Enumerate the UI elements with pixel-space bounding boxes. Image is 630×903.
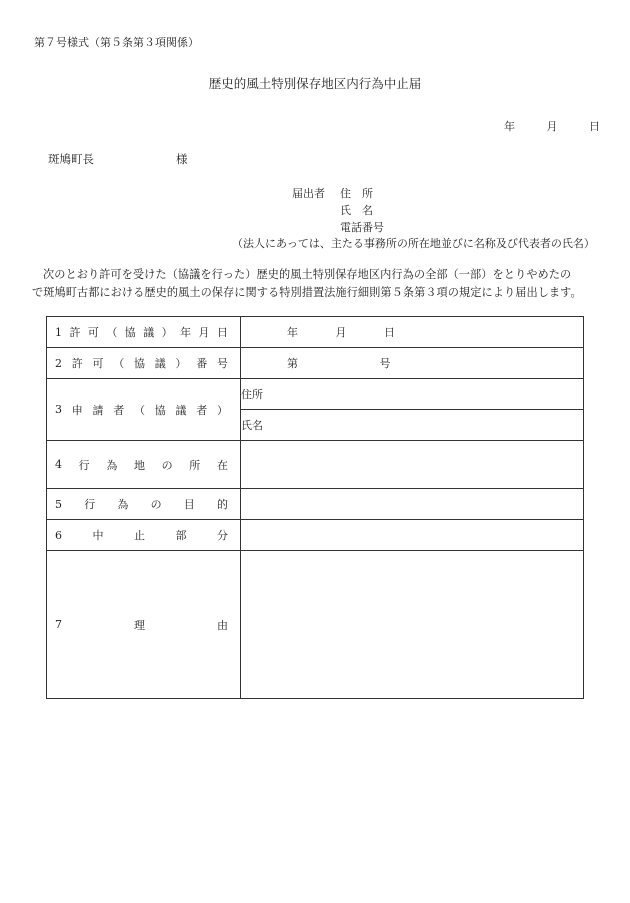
field-cancelled-part[interactable] bbox=[241, 520, 584, 551]
field-action-purpose[interactable] bbox=[241, 489, 584, 520]
label-cancelled-part: 6 中 止 部 分 bbox=[47, 520, 241, 551]
label-permit-date: 1 許 可 （ 協 議 ） 年 月 日 bbox=[47, 317, 241, 348]
row-action-location bbox=[47, 441, 584, 489]
field-applicant-name[interactable] bbox=[241, 410, 584, 441]
document-title: 歴史的風土特別保存地区内行為中止届 bbox=[208, 76, 422, 91]
applicant-address-label: 住 所 bbox=[340, 187, 373, 200]
applicant-label: 届出者 bbox=[292, 187, 325, 200]
body-line-1: 次のとおり許可を受けた（協議を行った）歴史的風土特別保存地区内行為の全部（一部）をとりやめたの bbox=[43, 268, 572, 281]
submission-date bbox=[504, 118, 600, 134]
field-permit-number[interactable] bbox=[241, 348, 584, 379]
permit-day-label: 日 bbox=[384, 326, 395, 339]
applicant-name-label: 氏 名 bbox=[340, 204, 373, 217]
addressee-name: 斑鳩町長 bbox=[48, 152, 94, 166]
form-code: 第７号様式（第５条第３項関係） bbox=[34, 36, 199, 49]
permit-year-label: 年 bbox=[287, 326, 298, 339]
applicant-address-sublabel: 住所 bbox=[241, 388, 263, 401]
field-permit-date[interactable] bbox=[241, 317, 584, 348]
form-table bbox=[46, 316, 584, 699]
label-permit-number: 2 許 可 （ 協 議 ） 番 号 bbox=[47, 348, 241, 379]
body-line-2: で斑鳩町古都における歴史的風土の保存に関する特別措置法施行細則第５条第３項の規定により届出します。 bbox=[32, 286, 582, 299]
body-text bbox=[32, 266, 612, 302]
permit-number-prefix: 第 bbox=[287, 357, 298, 370]
label-reason: 7 理 由 bbox=[47, 551, 241, 699]
field-applicant-address[interactable] bbox=[241, 379, 584, 410]
field-reason[interactable] bbox=[241, 551, 584, 699]
row-permit-date bbox=[47, 317, 584, 348]
applicant-name-sublabel: 氏名 bbox=[241, 419, 263, 432]
field-action-location[interactable] bbox=[241, 441, 584, 489]
label-applicant: 3 申 請 者 （ 協 議 者 ） bbox=[47, 379, 241, 441]
month-label: 月 bbox=[546, 120, 558, 133]
applicant-note: （法人にあっては、主たる事務所の所在地並びに名称及び代表者の氏名） bbox=[232, 237, 595, 250]
label-action-location: 4 行 為 地 の 所 在 bbox=[47, 441, 241, 489]
row-applicant-address bbox=[47, 379, 584, 410]
label-action-purpose: 5 行 為 の 目 的 bbox=[47, 489, 241, 520]
row-reason bbox=[47, 551, 584, 699]
row-permit-number bbox=[47, 348, 584, 379]
day-label: 日 bbox=[589, 120, 600, 133]
addressee bbox=[48, 151, 188, 167]
row-cancelled-part bbox=[47, 520, 584, 551]
permit-month-label: 月 bbox=[335, 326, 347, 339]
row-action-purpose bbox=[47, 489, 584, 520]
applicant-phone-label: 電話番号 bbox=[340, 221, 384, 234]
permit-number-suffix: 号 bbox=[379, 357, 391, 370]
addressee-honorific: 様 bbox=[176, 152, 188, 166]
year-label: 年 bbox=[504, 120, 515, 133]
